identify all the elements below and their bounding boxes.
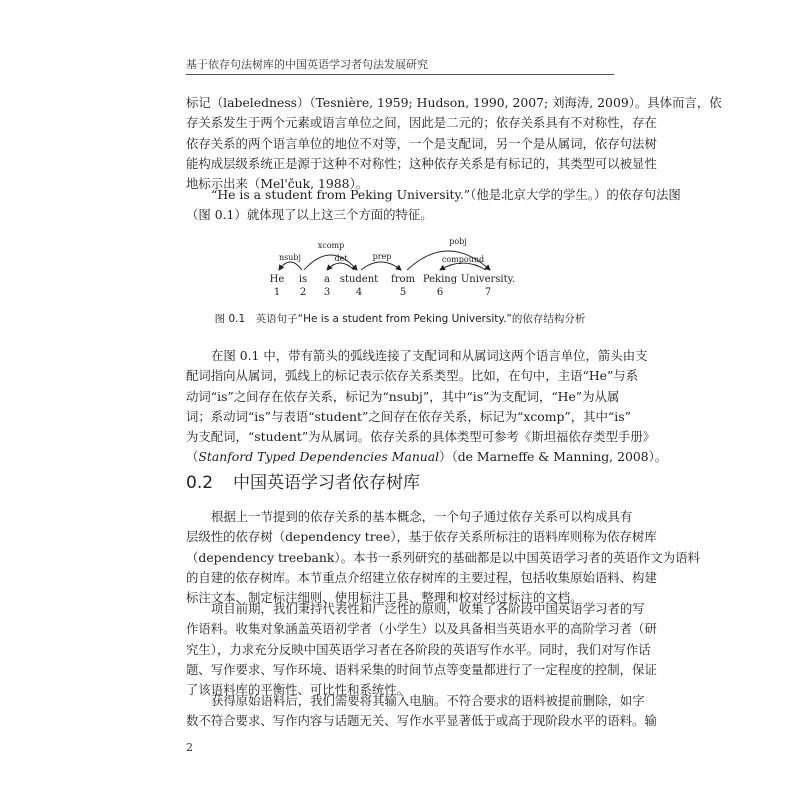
text-line: 动词“is”之间存在依存关系，标记为“nsubj”，其中“is”为支配词，“He”为从属 bbox=[186, 388, 620, 404]
text-line: 配词指向从属词，弧线上的标记表示依存关系类型。比如，在句中，主语“He”与系 bbox=[186, 368, 639, 384]
example-paragraph bbox=[186, 185, 681, 226]
word-index: 6 bbox=[436, 287, 444, 298]
word-token: a bbox=[324, 274, 330, 285]
word-token: University. bbox=[460, 274, 516, 285]
text-line: 数不符合要求、写作内容与话题无关、写作水平显著低于或高于现阶段水平的语料。输 bbox=[186, 713, 657, 729]
text-line: 了该语料库的平衡性、可比性和系统性。 bbox=[186, 682, 410, 698]
arc-nsubj bbox=[279, 262, 302, 270]
text-line: 在图 0.1 中，带有箭头的弧线连接了支配词和从属词这两个语言单位，箭头由支 bbox=[211, 348, 648, 363]
text-line: 题、写作要求、写作环境、语料采集的时间节点等变量都进行了一定程度的控制，保证 bbox=[186, 661, 657, 677]
dependency-graph-figure bbox=[250, 232, 550, 302]
text-line: 项目前期，我们秉持代表性和广泛性的原则，收集了各阶段中国英语学习者的写 bbox=[211, 601, 645, 616]
text-line: 标注文本、制定标注细则、使用标注工具、整理和校对经过标注的文档。 bbox=[186, 590, 583, 606]
label-pobj: pobj bbox=[449, 237, 467, 246]
text-line: 地标示出来（Mel'čuk, 1988）。 bbox=[186, 176, 369, 192]
text-line: 的自建的依存树库。本节重点介绍建立依存树库的主要过程，包括收集原始语料、构建 bbox=[186, 569, 657, 585]
body-paragraph bbox=[186, 599, 657, 700]
section-title-text: 中国英语学习者依存树库 bbox=[233, 473, 421, 493]
text-line bbox=[186, 447, 668, 467]
running-head: 基于依存句法树库的中国英语学习者句法发展研究 bbox=[186, 58, 428, 71]
text-line: （dependency treebank）。本书一系列研究的基础都是以中国英语学习者的英语作文为语料 bbox=[186, 549, 700, 565]
text-line: （图 0.1）就体现了以上这三个方面的特征。 bbox=[186, 207, 433, 223]
arc-det bbox=[327, 263, 354, 270]
label-xcomp: xcomp bbox=[317, 241, 345, 250]
word-token: is bbox=[298, 274, 308, 285]
section-number: 0.2 bbox=[186, 473, 214, 493]
word-index: 2 bbox=[299, 287, 307, 298]
word-index: 5 bbox=[399, 287, 407, 298]
text-line: 为支配词，“student”为从属词。依存关系的具体类型可参考《斯坦福依存类型手册》 bbox=[186, 429, 656, 445]
word-token: from bbox=[391, 274, 415, 285]
text-line: 依存关系的两个语言单位的地位不对等，一个是支配词，另一个是从属词，依存句法树 bbox=[186, 135, 657, 151]
word-index: 1 bbox=[273, 287, 281, 298]
label-det: det bbox=[334, 254, 348, 263]
label-compound: compound bbox=[441, 255, 485, 264]
text-line: 存关系发生于两个元素或语言单位之间，因此是二元的；依存关系具有不对称性，存在 bbox=[186, 115, 657, 131]
body-paragraph bbox=[186, 507, 700, 608]
text-line: 词；系动词“is”与表语“student”之间存在依存关系，标记为“xcomp”，其中“is” bbox=[186, 408, 631, 424]
body-paragraph bbox=[186, 691, 657, 732]
text-line: 作语料。收集对象涵盖英语初学者（小学生）以及具备相当英语水平的高阶学习者（研 bbox=[186, 621, 657, 637]
text-line: “He is a student from Peking University.”（他是北京大学的学生。）的依存句法图 bbox=[211, 187, 681, 202]
text-span: ）（de Marneffe & Manning, 2008）。 bbox=[439, 449, 668, 465]
label-nsubj: nsubj bbox=[278, 253, 302, 262]
label-prep: prep bbox=[372, 252, 392, 261]
arc-compound bbox=[440, 263, 486, 270]
word-token: Peking bbox=[422, 274, 458, 285]
word-token: student bbox=[339, 274, 379, 285]
header-rule bbox=[186, 74, 614, 75]
manual-title: Stanford Typed Dependencies Manual bbox=[198, 449, 440, 465]
arc-xcomp bbox=[304, 255, 357, 270]
word-token: He bbox=[269, 274, 285, 285]
page-number: 2 bbox=[186, 741, 193, 754]
text-line: 层级性的依存树（dependency tree），基于依存关系所标注的语料库则称为依存树库 bbox=[186, 529, 657, 545]
text-line: 获得原始语料后，我们需要将其输入电脑。不符合要求的语料被提前删除，如字 bbox=[211, 693, 645, 708]
text-line: 究生），力求充分反映中国英语学习者在各阶段的英语写作水平。同时，我们对写作话 bbox=[186, 641, 651, 657]
text-line: 标记（labeledness）（Tesnière, 1959; Hudson, 1990, 2007; 刘海涛, 2009）。具体而言，依 bbox=[186, 95, 722, 110]
word-index: 7 bbox=[484, 287, 492, 298]
text-line: 能构成层级系统正是源于这种不对称性；这种依存关系是有标记的，其类型可以被显性 bbox=[186, 155, 657, 171]
text-line: 根据上一节提到的依存关系的基本概念，一个句子通过依存关系可以构成具有 bbox=[211, 509, 633, 524]
arc-prep bbox=[361, 262, 401, 270]
word-index: 3 bbox=[323, 287, 331, 298]
text-span: （ bbox=[186, 449, 199, 465]
intro-paragraph bbox=[186, 93, 722, 194]
section-heading bbox=[186, 468, 614, 493]
word-index: 4 bbox=[355, 287, 363, 298]
explanation-paragraph bbox=[186, 346, 668, 468]
figure-caption: 图 0.1 英语句子“He is a student from Peking University.”的依存结构分析 bbox=[214, 313, 586, 325]
